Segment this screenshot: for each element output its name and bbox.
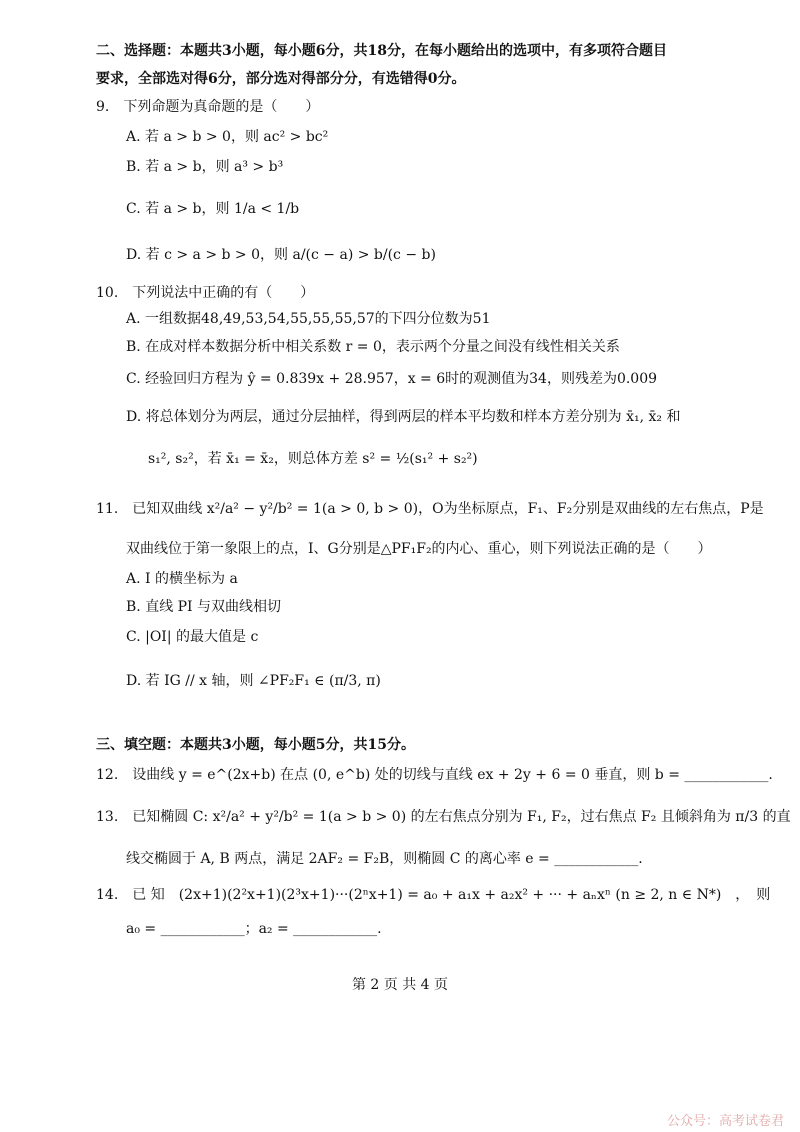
q9-option-d: D. 若 c > a > b > 0，则 a/(c − a) > b/(c − b) — [126, 247, 436, 263]
q10-option-c: C. 经验回归方程为 ŷ = 0.839x + 28.957，x = 6时的观测值为34，则残差为0.009 — [126, 371, 658, 387]
q10-option-d-line2: s₁², s₂²，若 x̄₁ = x̄₂，则总体方差 s² = ½(s₁² + s₂²) — [148, 451, 478, 467]
q14-line2: a₀ = ____________；a₂ = ____________. — [126, 921, 382, 937]
q11-option-d: D. 若 IG // x 轴，则 ∠PF₂F₁ ∈ (π/3, π) — [126, 673, 381, 689]
q11-stem-line2: 双曲线位于第一象限上的点，I、G分别是△PF₁F₂的内心、重心，则下列说法正确的是（ ） — [126, 541, 712, 557]
q11-stem-line1: 11. 已知双曲线 x²/a² − y²/b² = 1(a > 0, b > 0)，O为坐标原点，F₁、F₂分别是双曲线的左右焦点，P是 — [96, 501, 764, 517]
q13-line2: 线交椭圆于 A, B 两点，满足 2AF₂ = F₂B，则椭圆 C 的离心率 e = ____________. — [126, 851, 643, 867]
q13-line1: 13. 已知椭圆 C: x²/a² + y²/b² = 1(a > b > 0) 的左右焦点分别为 F₁, F₂，过右焦点 F₂ 且倾斜角为 π/3 的直 — [96, 809, 791, 825]
q11-option-b: B. 直线 PI 与双曲线相切 — [126, 599, 282, 615]
section3-header: 三、填空题：本题共3小题，每小题5分，共15分。 — [96, 737, 415, 753]
section2-header-line2: 要求，全部选对得6分，部分选对得部分分，有选错得0分。 — [96, 71, 466, 87]
q11-option-c: C. |OI| 的最大值是 c — [126, 629, 259, 645]
q12-text: 12. 设曲线 y = e^(2x+b) 在点 (0, e^b) 处的切线与直线 ex + 2y + 6 = 0 垂直，则 b = ____________. — [96, 767, 773, 783]
q10-option-b: B. 在成对样本数据分析中相关系数 r = 0，表示两个分量之间没有线性相关关系 — [126, 339, 620, 355]
q10-option-d-line1: D. 将总体划分为两层，通过分层抽样，得到两层的样本平均数和样本方差分别为 x̄₁, x̄₂ 和 — [126, 409, 681, 425]
q10-option-a: A. 一组数据48,49,53,54,55,55,55,57的下四分位数为51 — [126, 311, 491, 327]
q14-line1: 14. 已 知 (2x+1)(2²x+1)(2³x+1)···(2ⁿx+1) = a₀ + a₁x + a₂x² + ··· + aₙxⁿ (n ≥ 2, n ∈ N*) ， 则 — [96, 887, 771, 903]
q10-stem: 10. 下列说法中正确的有（ ） — [96, 285, 315, 301]
q9-option-b: B. 若 a > b，则 a³ > b³ — [126, 159, 284, 175]
q9-stem: 9. 下列命题为真命题的是（ ） — [96, 99, 320, 115]
section2-header-line1: 二、选择题：本题共3小题，每小题6分，共18分，在每小题给出的选项中，有多项符合题目 — [96, 43, 667, 59]
watermark-text: 公众号：高考试卷君 — [666, 1114, 784, 1129]
page-footer: 第 2 页 共 4 页 — [351, 977, 449, 993]
q11-option-a: A. I 的横坐标为 a — [126, 571, 238, 587]
q9-option-a: A. 若 a > b > 0，则 ac² > bc² — [126, 129, 329, 145]
q9-option-c: C. 若 a > b，则 1/a < 1/b — [126, 201, 300, 217]
